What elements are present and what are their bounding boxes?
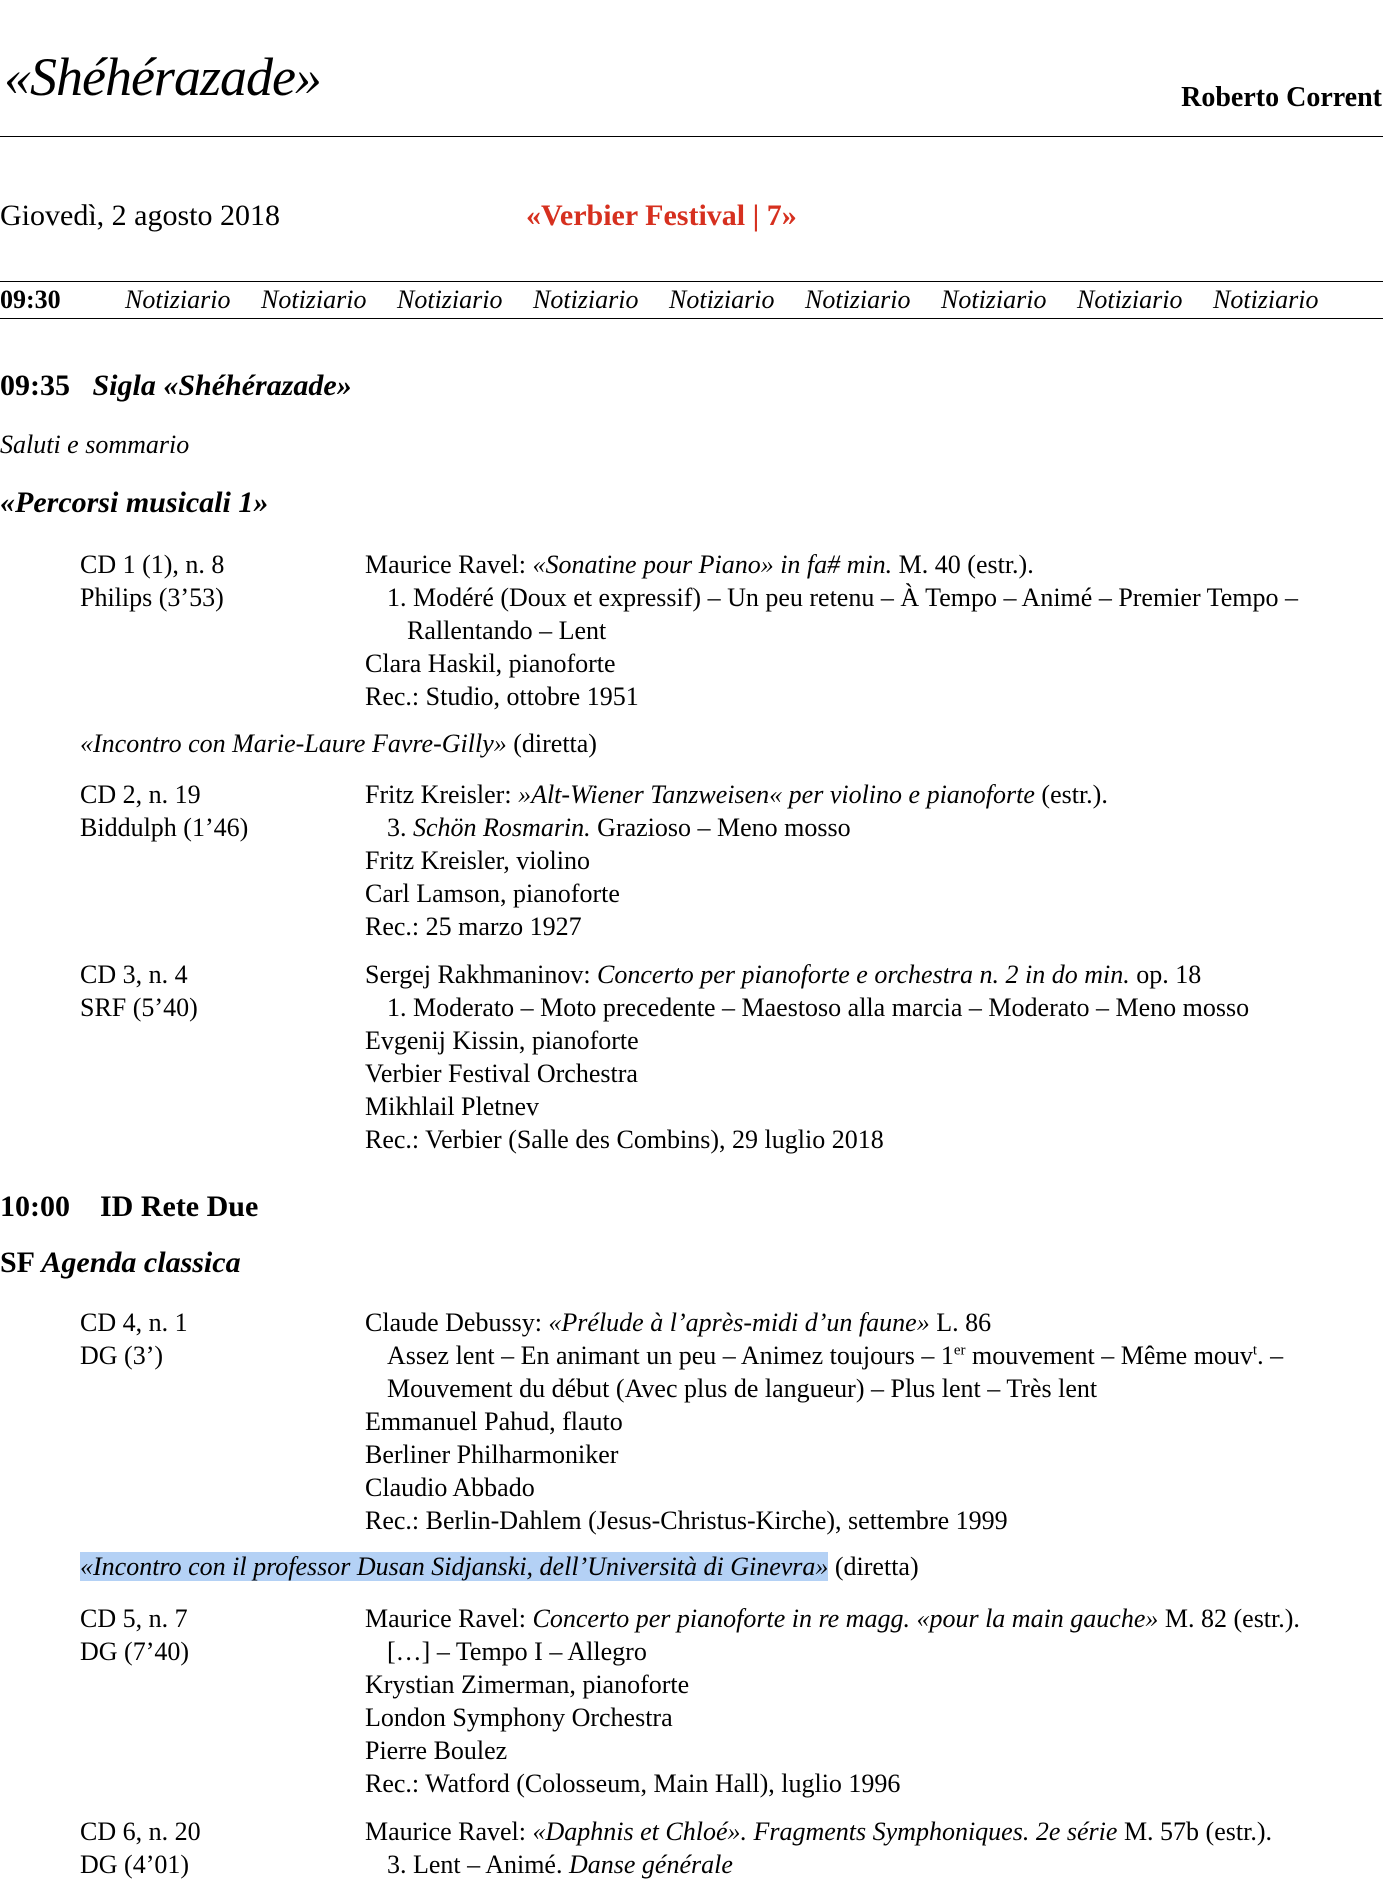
sigla-time: 09:35 [0, 369, 70, 402]
track-recording: Rec.: Verbier (Salle des Combins), 29 luglio 2018 [365, 1125, 884, 1154]
track-performer: Fritz Kreisler, violino [365, 846, 590, 875]
news-bottom-rule [0, 318, 1383, 319]
news-label: Notiziario [397, 285, 503, 314]
news-time: 09:30 [0, 285, 61, 314]
track-label: Biddulph (1’46) [80, 813, 249, 842]
track-movement: 3. Lent – Animé. Danse générale [387, 1850, 733, 1879]
track-label: DG (4’01) [80, 1850, 190, 1879]
track-label: DG (3’) [80, 1341, 164, 1370]
track-performer: Berliner Philharmoniker [365, 1440, 619, 1469]
track-movement: 1. Moderato – Moto precedente – Maestoso alla marcia – Moderato – Meno mosso [387, 993, 1250, 1022]
track-performer: Evgenij Kissin, pianoforte [365, 1026, 639, 1055]
track-work: Sergej Rakhmaninov: Concerto per pianoforte e orchestra n. 2 in do min. op. 18 [365, 960, 1202, 989]
incontro-2-title: «Incontro con il professor Dusan Sidjanski, dell’Università di Ginevra» [80, 1552, 829, 1581]
news-label: Notiziario [1213, 285, 1319, 314]
news-row [125, 285, 1349, 315]
track-work: Claude Debussy: «Prélude à l’après-midi d’un faune» L. 86 [365, 1308, 992, 1337]
sigla-subtitle: Saluti e sommario [0, 430, 190, 459]
track-movement: […] – Tempo I – Allegro [387, 1637, 647, 1666]
news-label: Notiziario [533, 285, 639, 314]
broadcast-date: Giovedì, 2 agosto 2018 [0, 199, 280, 232]
track-label: Philips (3’53) [80, 583, 224, 612]
author-name: Roberto Corrent [1181, 82, 1382, 113]
track-cd: CD 4, n. 1 [80, 1308, 188, 1337]
festival-title: «Verbier Festival | 7» [526, 199, 797, 232]
track-recording: Rec.: Berlin-Dahlem (Jesus-Christus-Kirche), settembre 1999 [365, 1506, 1008, 1535]
track-work: Maurice Ravel: «Sonatine pour Piano» in fa# min. M. 40 (estr.). [365, 550, 1034, 579]
track-performer: London Symphony Orchestra [365, 1703, 673, 1732]
news-top-rule [0, 281, 1383, 282]
track-movement: 1. Modéré (Doux et expressif) – Un peu retenu – À Tempo – Animé – Premier Tempo – Rallentando – Lent [387, 583, 1298, 645]
incontro-1 [80, 729, 597, 759]
agenda-heading [0, 1246, 241, 1280]
track-recording: Rec.: Watford (Colosseum, Main Hall), luglio 1996 [365, 1769, 901, 1798]
track-performer: Pierre Boulez [365, 1736, 508, 1765]
track-recording: Rec.: 25 marzo 1927 [365, 912, 582, 941]
track-recording: Rec.: Studio, ottobre 1951 [365, 682, 639, 711]
program-logo: «Shéhérazade» [4, 47, 321, 107]
news-label: Notiziario [1077, 285, 1183, 314]
incontro-1-suffix: (diretta) [506, 729, 597, 758]
track-work: Maurice Ravel: «Daphnis et Chloé». Fragments Symphoniques. 2e série M. 57b (estr.). [365, 1817, 1272, 1846]
track-cd: CD 6, n. 20 [80, 1817, 201, 1846]
track-movement: 3. Schön Rosmarin. Grazioso – Meno mosso [387, 813, 851, 842]
track-performer: Claudio Abbado [365, 1473, 535, 1502]
track-label: SRF (5’40) [80, 993, 198, 1022]
incontro-2 [80, 1552, 919, 1582]
track-performer: Clara Haskil, pianoforte [365, 649, 616, 678]
track-performer: Carl Lamson, pianoforte [365, 879, 620, 908]
header-divider [0, 136, 1383, 137]
agenda-prefix: SF [0, 1246, 42, 1279]
news-label: Notiziario [261, 285, 367, 314]
track-performer: Mikhlail Pletnev [365, 1092, 540, 1121]
agenda-title: Agenda classica [41, 1246, 241, 1279]
news-label: Notiziario [805, 285, 911, 314]
track-cd: CD 3, n. 4 [80, 960, 188, 989]
sigla-title: Sigla «Shéhérazade» [92, 369, 352, 402]
track-cd: CD 2, n. 19 [80, 780, 201, 809]
track-performer: Verbier Festival Orchestra [365, 1059, 638, 1088]
news-label: Notiziario [669, 285, 775, 314]
track-cd: CD 1 (1), n. 8 [80, 550, 225, 579]
news-label: Notiziario [941, 285, 1047, 314]
track-performer: Krystian Zimerman, pianoforte [365, 1670, 690, 1699]
track-cd: CD 5, n. 7 [80, 1604, 188, 1633]
track-work: Fritz Kreisler: »Alt-Wiener Tanzweisen« per violino e pianoforte (estr.). [365, 780, 1108, 809]
sigla-heading [0, 369, 352, 403]
incontro-2-suffix: (diretta) [828, 1552, 919, 1581]
track-movement: Assez lent – En animant un peu – Animez toujours – 1er mouvement – Même mouv$^t$. – Mouvement du début (Avec plus de langueur) – Plus lent – Très lent [387, 1341, 1284, 1403]
news-label: Notiziario [125, 285, 231, 314]
track-label: DG (7’40) [80, 1637, 190, 1666]
percorsi-title: «Percorsi musicali 1» [0, 486, 269, 519]
track-work: Maurice Ravel: Concerto per pianoforte in re magg. «pour la main gauche» M. 82 (estr.). [365, 1604, 1300, 1633]
id-rete-heading [0, 1190, 258, 1224]
percorsi-heading [0, 486, 268, 520]
incontro-1-title: «Incontro con Marie-Laure Favre-Gilly» [80, 729, 507, 758]
track-performer: Emmanuel Pahud, flauto [365, 1407, 623, 1436]
id-rete-title: ID Rete Due [100, 1190, 259, 1223]
id-rete-time: 10:00 [0, 1190, 70, 1223]
